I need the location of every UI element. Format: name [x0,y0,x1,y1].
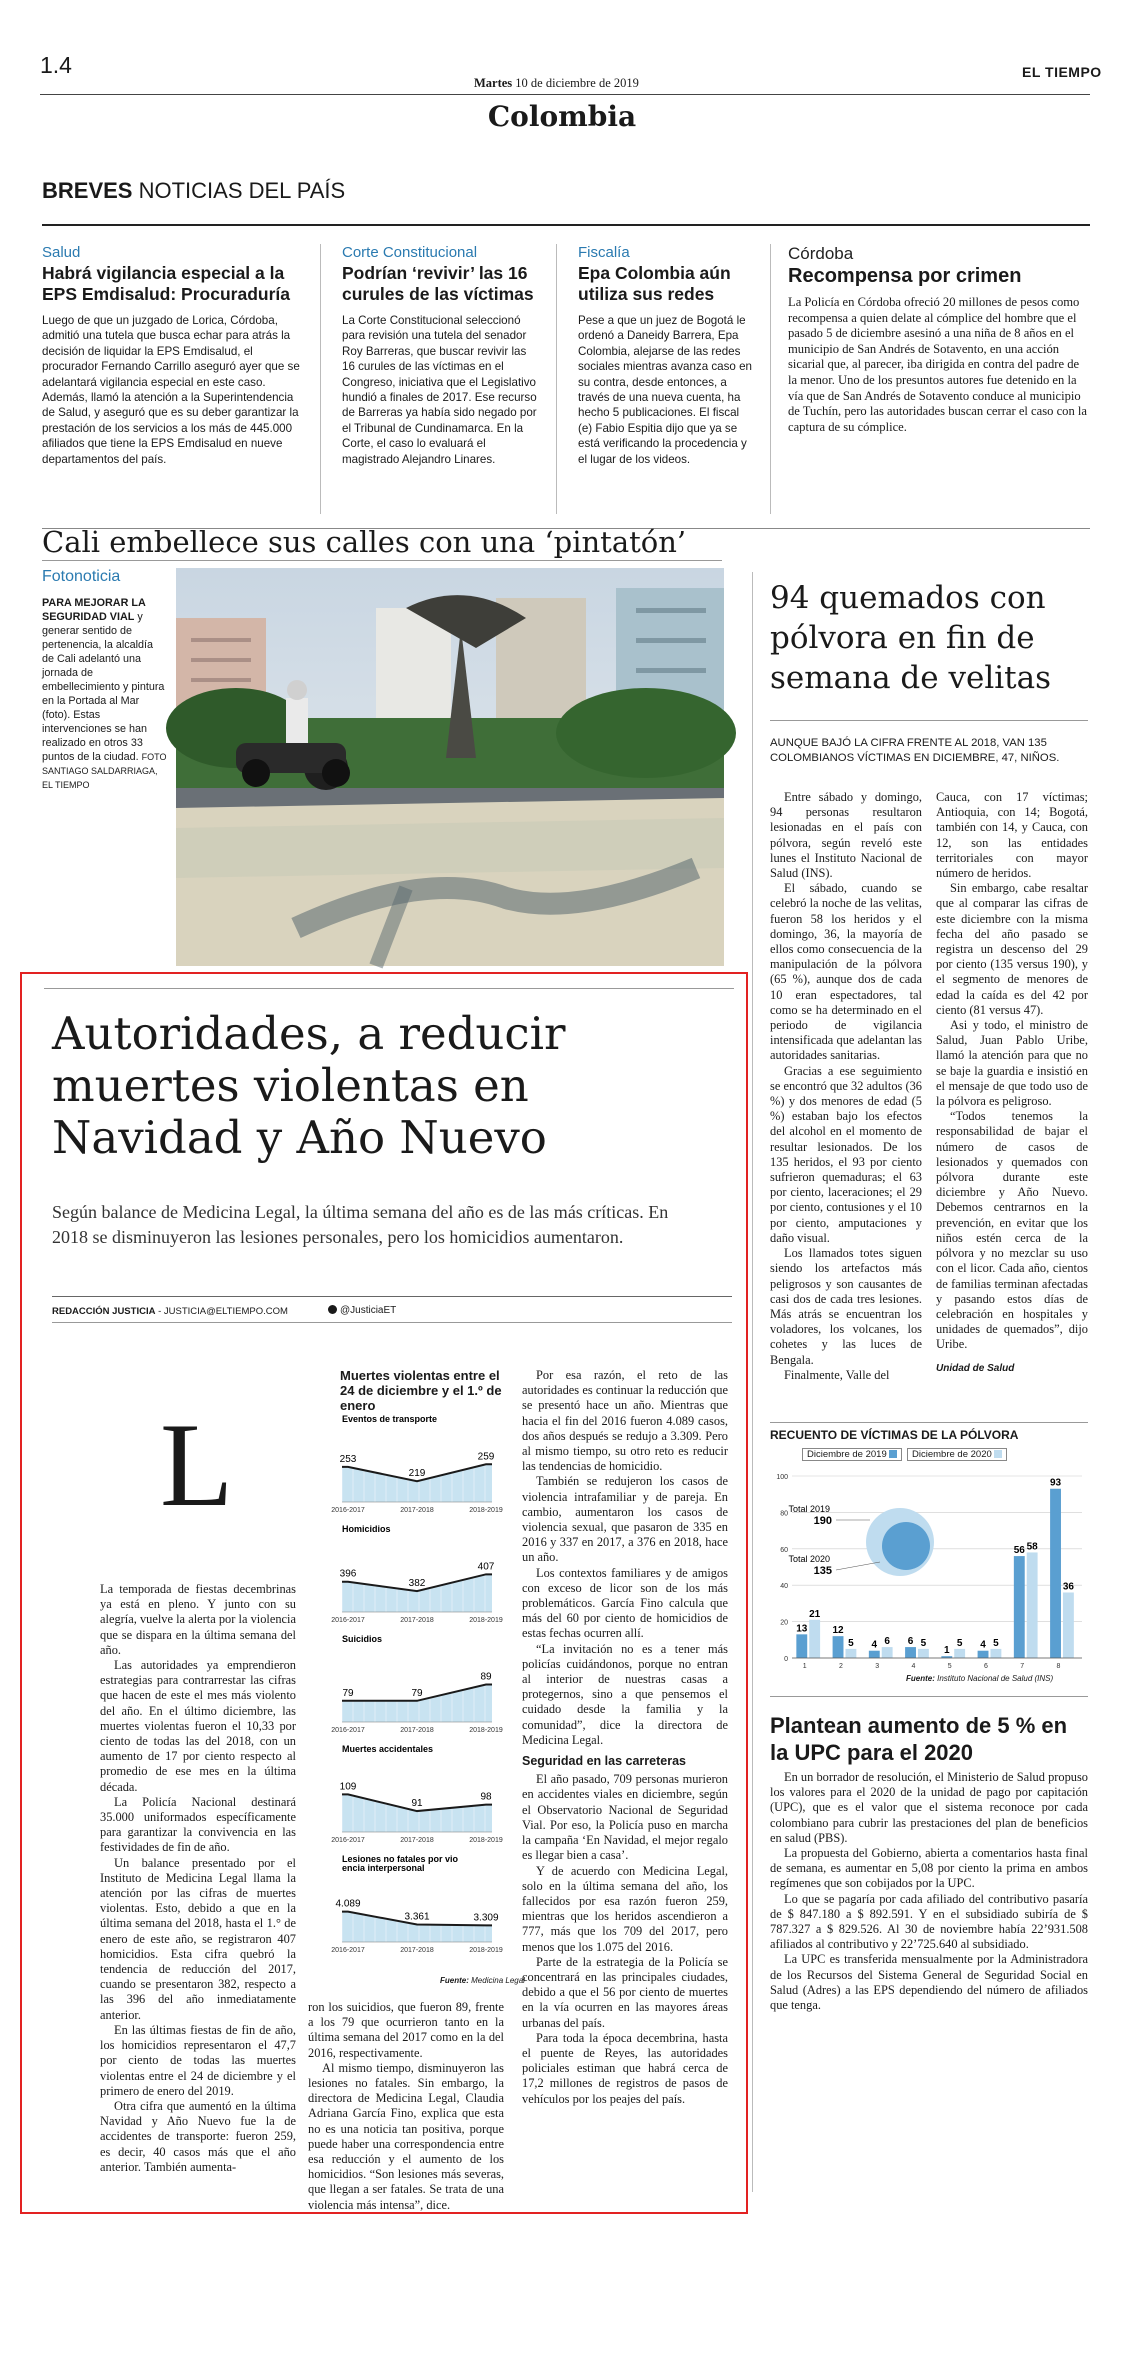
date-line [474,76,639,91]
byline-bottom-rule [52,1322,732,1323]
paragraph: Sin embargo, cabe resaltar que al comparar las cifras de este diciembre con la misma fecha del año pasado se registra un descenso del 29 por ciento (135 versus 190), y el segmento de menores de edad la caída es del 42 por ciento (81 versus 47). [936,881,1088,1017]
bar-value-label: 21 [809,1608,821,1620]
bar-value-label: 12 [832,1625,844,1637]
legend-2019: Diciembre de 2019 [802,1448,902,1461]
legend-2020: Diciembre de 2020 [907,1448,1007,1461]
brief-corte [342,244,540,467]
brief-title: Recompensa por crimen [788,265,1022,287]
main-col-3 [522,1368,728,2107]
photo-caption-text: y generar sentido de pertenencia, la alcaldía de Cali adelantó una jornada de embellecimiento y pintura en la Portada al Mar (foto). Estas intervenciones se han realizado en otros 33 puntos de la ciudad. [42,611,165,763]
source-label: Fuente: [440,1976,469,1985]
panel-title: Muertes accidentales [342,1744,434,1754]
panel-title: Lesiones no fatales por vio [342,1854,459,1864]
x-tick-label: 8 [1056,1663,1061,1670]
tick-label: 2016-2017 [331,1507,365,1514]
bar-value-label: 36 [1062,1581,1074,1593]
paragraph: El año pasado, 709 personas murieron en accidentes viales en diciembre, según el Observatorio Nacional de Seguridad Vial. Por eso, la Policía puso en marcha la campaña ‘En Navidad, el mejor regalo es llegar bien a casa’. [522,1772,728,1863]
data-label: 253 [339,1453,357,1465]
paragraph: ron los suicidios, que fueron 89, frente a los 79 que ocurrieron tanto en la última semana del 2017 como en la del 2016, respectivamente. [308,2000,504,2060]
bar-value-label: 5 [920,1637,927,1649]
breves-label-bold: BREVES [42,178,133,203]
brief-title: Podrían ‘revivir’ las 16 curules de las víctimas [342,263,534,304]
byline [52,1306,288,1317]
photo-caption-block [42,568,167,792]
paragraph: El sábado, cuando se celebró la noche de las velitas, fueron 58 los heridos y el domingo, 36, la mayoría de ellos como consecuencia de la manipulación de la pólvora (65 %), aunque dos de cada 10 eran espectadores, tal como se ha determinado en el periodo de vigilancia intensificada que adelantan las autoridades sanitarias. [770,881,922,1063]
polvora-headline: 94 quemados con pólvora en fin de semana de velitas [770,580,1052,696]
bar-value-label: 4 [871,1639,878,1651]
paragraph: Gracias a ese seguimiento se encontró que 32 adultos (36 %) y dos menores de edad (5 %) estaban bajo los efectos del alcohol en el momento de resultar lesionados. De los 135 heridos, el 93 por ciento sufrieron quemaduras; el 63 por ciento, laceraciones; el 29 por ciento, contusiones y el 10 por ciento, amputaciones y daño visual. [770,1063,922,1245]
total-2020-value: 135 [813,1565,832,1577]
bar [1063,1592,1074,1658]
bar [918,1649,929,1658]
polvora-rule [770,720,1088,721]
data-label: 396 [339,1568,357,1580]
tick-label: 2017-2018 [400,1617,434,1624]
byline-email: - JUSTICIA@ELTIEMPO.COM [158,1306,288,1317]
brief-title: Epa Colombia aún utiliza sus redes [578,263,731,304]
violence-chart-source [440,1976,525,1985]
x-tick-label: 2 [838,1663,843,1670]
tick-label: 2016-2017 [331,1837,365,1844]
upc-headline: Plantean aumento de 5 % en la UPC para el 2020 [770,1713,1068,1765]
bar [1027,1552,1038,1658]
bar-value-label: 13 [796,1623,808,1635]
paragraph: Cauca, con 17 víctimas; Antioquia, con 14; Bogotá, también con 14, y Cauca, con 12, son las entidades territoriales con mayor número de heridos. [936,790,1088,881]
x-tick-label: 6 [983,1663,988,1670]
tick-label: 2016-2017 [331,1727,365,1734]
paragraph: Entre sábado y domingo, 94 personas resultaron lesionadas en el país con pólvora, según reveló este lunes el Instituto Nacional de Salud (INS). [770,790,922,881]
brief-text: La Corte Constitucional seleccionó para revisión una tutela del senador Roy Barreras, que buscar revivir las 16 curules de las víctimas en el Congreso, iniciativa que el Legislativo hundió a finales de 2017. Ese recurso de Barreras ya había sido negado por el Tribunal de Cundinamarca. En la Corte, el caso lo evaluará el magistrado Alejandro Linares. [342,314,537,466]
bar [1014,1556,1025,1658]
paragraph: En las últimas fiestas de fin de año, los homicidios representaron el 47,7 por ciento de todas las muertes violentas entre el 24 de diciembre y el primero de enero del 2019. [100,2022,296,2098]
burn-chart-title: RECUENTO DE VÍCTIMAS DE LA PÓLVORA [770,1428,1019,1442]
dropcap: L [160,1398,234,1531]
paragraph: Asi y todo, el ministro de Salud, Juan Pablo Uribe, llamó la atención para que no se baje la guardia e insistió en el mensaje de que todo uso de la pólvora es peligroso. [936,1018,1088,1109]
brief-text: Luego de que un juzgado de Lorica, Córdoba, admitió una tutela que busca echar para atrás la decisión de liquidar la EPS Emdisalud, el procurador Fernando Carrillo aseguró ayer que se adelantará vigilancia especial en este caso. Además, llamó la atención a la Superintendencia de Salud, y aseguró que es su deber garantizar la prestación de los servicios a los más de 445.000 afiliados que tiene la EPS Emdisalud en nueve departamentos del país. [42,314,300,466]
burn-chart-source [906,1674,1053,1683]
main-col-1 [100,1582,296,2175]
total-circle-inner [882,1522,930,1570]
x-tick-label: 5 [947,1663,952,1670]
main-headline: Autoridades, a reducir muertes violentas en Navidad y Año Nuevo [52,1007,566,1164]
bar-value-label: 4 [980,1639,986,1651]
twitter-handle [328,1305,396,1316]
brief-text: Pese a que un juez de Bogotá le ordenó a Daneidy Barrera, Epa Colombia, alejarse de las redes sociales mientras avanza caso en su contra, desde entonces, a través de una nueva cuenta, ha hecho 5 publicaciones. El fiscal (e) Fabio Espitia dijo que ya se está verificando la procedencia y el lugar de los videos. [578,314,752,466]
main-lead: Según balance de Medicina Legal, la última semana del año es de las más críticas. En 2018 se disminuyeron las lesiones personales, pero los homicidios aumentaron. [52,1202,669,1247]
paragraph: Lo que se pagaría por cada afiliado del contributivo pasaría de $ 847.180 a $ 892.591. Y en el subsidiado subiría de $ 787.327 a $ 829.526. Al 30 de noviembre había 22’931.508 afiliados al contributivo y 22’725.640 al subsidiado. [770,1891,1088,1952]
subhead: Seguridad en las carreteras [522,1754,686,1769]
paragraph: Para toda la época decembrina, hasta el puente de Reyes, las autoridades policiales estiman que habrá cerca de 17,2 millones de registros de pasos de vehículos por los peajes del país. [522,2030,728,2106]
brief-fiscalia [578,244,754,467]
paragraph: Al mismo tiempo, disminuyeron las lesiones no fatales. Sin embargo, la directora de Medicina Legal, Claudia Adriana García Fino, explica que esta no es una noticia tan positiva, porque puede haber una correspondencia entre esa reducción y el aumento de los homicidios. “Son lesiones más severas, que llegan a ser fatales. Se trata de una violencia más intensa”, dice. [308,2060,504,2212]
bar [882,1647,893,1658]
data-label: 3.361 [404,1911,430,1923]
data-label: 382 [408,1578,426,1590]
bar [809,1620,820,1658]
x-tick-label: 1 [802,1663,807,1670]
bar-value-label: 5 [993,1637,999,1649]
bar-value-label: 58 [1026,1541,1038,1553]
total-2019-label: Total 2019 [788,1504,830,1514]
data-label: 219 [408,1468,426,1480]
polvora-col-2 [936,790,1088,1376]
x-tick-label: 4 [911,1663,916,1670]
paragraph: La propuesta del Gobierno, abierta a comentarios hasta final de semana, es aumentar en 5,08 por ciento la prima en ambos regímenes que son cobijados por la UPC. [770,1846,1088,1891]
paragraph: En un borrador de resolución, el Ministerio de Salud propuso los valores para el 2020 de la unidad de pago por capitación (UPC), que es el valor que el sistema reconoce por cada colombiano para cubrir las prestaciones del plan de beneficios en salud (PBS). [770,1770,1088,1845]
twitter-handle-text: @JusticiaET [340,1305,397,1316]
bar [990,1649,1001,1658]
section-title: Colombia [487,100,637,133]
upc-body [770,1770,1088,2013]
main-col-2 [308,2000,504,2213]
paragraph: Finalmente, Valle del [784,1367,890,1382]
tick-label: 2018-2019 [469,1947,503,1954]
photo-credit: FOTO SANTIAGO SALDARRIAGA, EL TIEMPO [42,752,167,790]
paragraph: La Policía Nacional destinará 35.000 uniformados específicamente para garantizar la convivencia en las festividades de fin de año. [100,1794,296,1855]
brief-cordoba [788,244,1088,435]
bar-value-label: 56 [1013,1545,1025,1557]
bar [954,1649,965,1658]
bar [796,1634,807,1658]
x-tick-label: 7 [1020,1663,1025,1670]
paragraph: Los contextos familiares y de amigos con exceso de licor son de los más problemáticos. García Fino calcula que más del 60 por ciento de homicidios de estas fechas ocurren allí. [522,1565,728,1641]
data-label: 91 [411,1798,423,1810]
photo-story-headline: Cali embellece sus calles con una ‘pintatón’ [42,525,687,559]
newspaper-logo: EL TIEMPO [1022,64,1102,80]
bar [869,1651,880,1658]
bar-value-label: 5 [848,1637,854,1649]
breves-label [42,178,345,204]
paragraph: Un balance presentado por el Instituto de Medicina Legal llama la atención por las cifras de muertes violentas. Esto, debido a que en la última semana del 2018, hasta el 1.° de enero de este año, se registraron 407 homicidios. Esta cifra quebró la tendencia de reducción del 2017, cuando se presentaron 382, respecto a las 396 del año inmediatamente anterior. [100,1855,296,2022]
masthead-rule [40,94,1090,95]
byline-rule [52,1296,732,1297]
date-rest: 10 de diciembre de 2019 [515,76,639,90]
photo-pintaton [176,568,724,966]
data-label: 98 [480,1791,492,1803]
paragraph: “Todos tenemos la responsabilidad de bajar el número de casos de lesionados y quemados con pólvora durante este diciembre y Año Nuevo. Debemos centrarnos en la prevención, en evitar que los niños estén cerca de la pólvora y no mezclar su uso con el licor. Cada año, cientos de familias terminan afectadas y pasando estos días de celebración en hospitales y unidades de quemados”, dijo Uribe. [936,1109,1088,1352]
bar [978,1651,989,1658]
bar [905,1647,916,1658]
brief-kicker: Corte Constitucional [342,244,478,261]
date-day: Martes [474,76,513,90]
tick-label: 2018-2019 [469,1507,503,1514]
y-tick-label: 20 [780,1619,788,1627]
data-label: 109 [339,1781,357,1793]
y-tick-label: 40 [780,1583,788,1591]
paragraph: Por esa razón, el reto de las autoridades es continuar la reducción que se presentó hace un año. Mientras que hacia el fin del 2016 fueron 4.089 casos, dos años después se redujo a 3.309. Pero al mismo tiempo, su otro reto es reducir las tendencias de homicidio. [522,1368,728,1474]
bar-value-label: 5 [956,1637,963,1649]
source-text: Medicina Legal [471,1976,525,1985]
tick-label: 2018-2019 [469,1837,503,1844]
breves-rule [42,224,1090,226]
street-photo-illustration [176,568,724,966]
paragraph: La temporada de fiestas decembrinas ya está en pleno. Y junto con su alegría, vuelve la alerta por la violencia que se dispara en la última semana del año. [100,1582,296,1657]
paragraph: Parte de la estrategia de la Policía se concentrará en las principales ciudades, debido a que el 56 por ciento de muertes en la vía ocurren en las mayores áreas urbanas del país. [522,1954,728,2030]
legend-2019-swatch [889,1450,897,1458]
y-tick-label: 60 [780,1546,788,1554]
page-number: 1.4 [40,52,72,78]
y-tick-label: 100 [776,1474,788,1481]
bar [1050,1489,1061,1658]
panel-title: Suicidios [342,1634,383,1644]
polvora-signature: Unidad de Salud [936,1362,1015,1374]
data-label: 79 [411,1687,423,1699]
photo-caption-bold: PARA MEJORAR LA SEGURIDAD VIAL [42,597,146,623]
paragraph: La UPC es transferida mensualmente por la Administradora de los Recursos del Sistema General de Seguridad Social en Salud (Adres) a las EPS dependiendo del número de afiliados que tenga. [770,1952,1088,2013]
bar-value-label: 1 [944,1645,950,1657]
polvora-col-1 [770,790,922,1383]
panel-title: Homicidios [342,1524,391,1534]
y-tick-label: 80 [780,1510,788,1518]
photo-caption [42,596,167,792]
data-label: 4.089 [335,1898,361,1910]
main-article-top-rule [44,988,734,989]
total-2020-leader [836,1562,880,1570]
tick-label: 2016-2017 [331,1617,365,1624]
paragraph: Otra cifra que aumentó en la última Navidad y Año Nuevo fue la de accidentes de transporte: fueron 259, es decir, 40 casos más que el año anterior. También aumenta- [100,2098,296,2174]
paragraph: Los llamados totes siguen siendo los artefactos más peligrosos y son causantes de casi dos de cada tres lesiones. Más atrás se encuentran los voladores, los volcanes, los cohetes y las luces de Bengala. [770,1246,922,1367]
panel-title: Eventos de transporte [342,1414,438,1424]
brief-kicker: Fiscalía [578,244,630,261]
violence-chart [331,1414,518,1974]
source-text: Instituto Nacional de Salud (INS) [937,1674,1054,1683]
y-tick-label: 0 [784,1656,788,1663]
burn-chart-legend [802,1448,1007,1461]
upc-rule [770,1696,1088,1697]
paragraph: Las autoridades ya emprendieron estrategias para contrarrestar las cifras que hacen de este el mes más violento del año. En el último diciembre, las muertes violentas fueron el 10,33 por ciento de todas las del 2018, con un aumento de 17 por ciento respecto al promedio de ese mes en la última década. [100,1658,296,1794]
paragraph: Y de acuerdo con Medicina Legal, solo en la última semana del año, los fallecidos por esa razón fueron 259, mientras que los heridos ascendieron a 777, más que los 709 del 2017, pero menos que los 1.075 del 2016. [522,1863,728,1954]
brief-kicker: Salud [42,244,81,261]
brief-salud [42,244,306,467]
legend-2020-swatch [994,1450,1002,1458]
bar-value-label: 93 [1049,1477,1062,1489]
tick-label: 2017-2018 [400,1507,434,1514]
data-label: 79 [342,1687,354,1699]
brief-divider [320,244,321,514]
photo-story-rule [42,560,722,561]
byline-author: REDACCIÓN JUSTICIA [52,1306,156,1317]
tick-label: 2016-2017 [331,1947,365,1954]
tick-label: 2017-2018 [400,1727,434,1734]
source-label: Fuente: [906,1674,935,1683]
total-2020-label: Total 2020 [788,1554,830,1564]
tick-label: 2017-2018 [400,1837,434,1844]
data-label: 407 [477,1561,495,1573]
bar [845,1649,856,1658]
right-column-divider [752,572,753,2192]
bar [833,1636,844,1658]
total-2019-value: 190 [813,1515,832,1527]
brief-divider [770,244,771,514]
x-tick-label: 3 [875,1663,880,1670]
bar-value-label: 6 [907,1636,914,1648]
data-label: 89 [480,1671,492,1683]
brief-text: La Policía en Córdoba ofreció 20 millones de pesos como recompensa a quien delate al cómplice del hombre que el pasado 5 de diciembre asesinó a una niña de 8 años en el municipio de San Andrés de Sotavento, en una acción sicarial que, al parecer, iba dirigida en contra del padre de la menor. Uno de los presuntos autores fue detenido en la vía que de San Andrés de Sotavento conduce al municipio de Tuchín, pero las autoridades buscan cerrar el caso con la captura de su cómplice. [788,295,1087,434]
paragraph: También se redujeron los casos de violencia intrafamiliar y de pareja. En cambio, aumentaron los casos de violencia sexual, que pasaron de 335 en 2016 y 337 en 2017, a 376 en 2018, hace un año. [522,1474,728,1565]
brief-kicker: Córdoba [788,244,854,263]
twitter-icon [328,1305,337,1314]
fotonoticia-kicker: Fotonoticia [42,568,121,585]
brief-title: Habrá vigilancia especial a la EPS Emdisalud: Procuraduría [42,263,290,304]
bar-value-label: 6 [884,1636,890,1648]
brief-divider [556,244,557,514]
burn-chart [770,1462,1090,1672]
data-label: 3.309 [473,1912,499,1924]
tick-label: 2018-2019 [469,1727,503,1734]
paragraph: “La invitación no es a tener más policías cuidándonos, porque no entran al interior de nuestras casas a protegernos, sino a que pensemos el cuidado desde la familia y la comunidad”, dice la directora de Medicina Legal. [522,1641,728,1747]
data-label: 259 [477,1451,495,1463]
panel-title: encia interpersonal [342,1863,425,1873]
tick-label: 2017-2018 [400,1947,434,1954]
breves-label-rest: NOTICIAS DEL PAÍS [138,178,346,203]
burn-chart-rule [770,1422,1088,1423]
tick-label: 2018-2019 [469,1617,503,1624]
violence-chart-title: Muertes violentas entre el 24 de diciembre y el 1.º de enero [340,1368,502,1413]
polvora-dek: AUNQUE BAJÓ LA CIFRA FRENTE AL 2018, VAN 135 COLOMBIANOS VÍCTIMAS EN DICIEMBRE, 47, NIÑOS. [770,737,1060,764]
